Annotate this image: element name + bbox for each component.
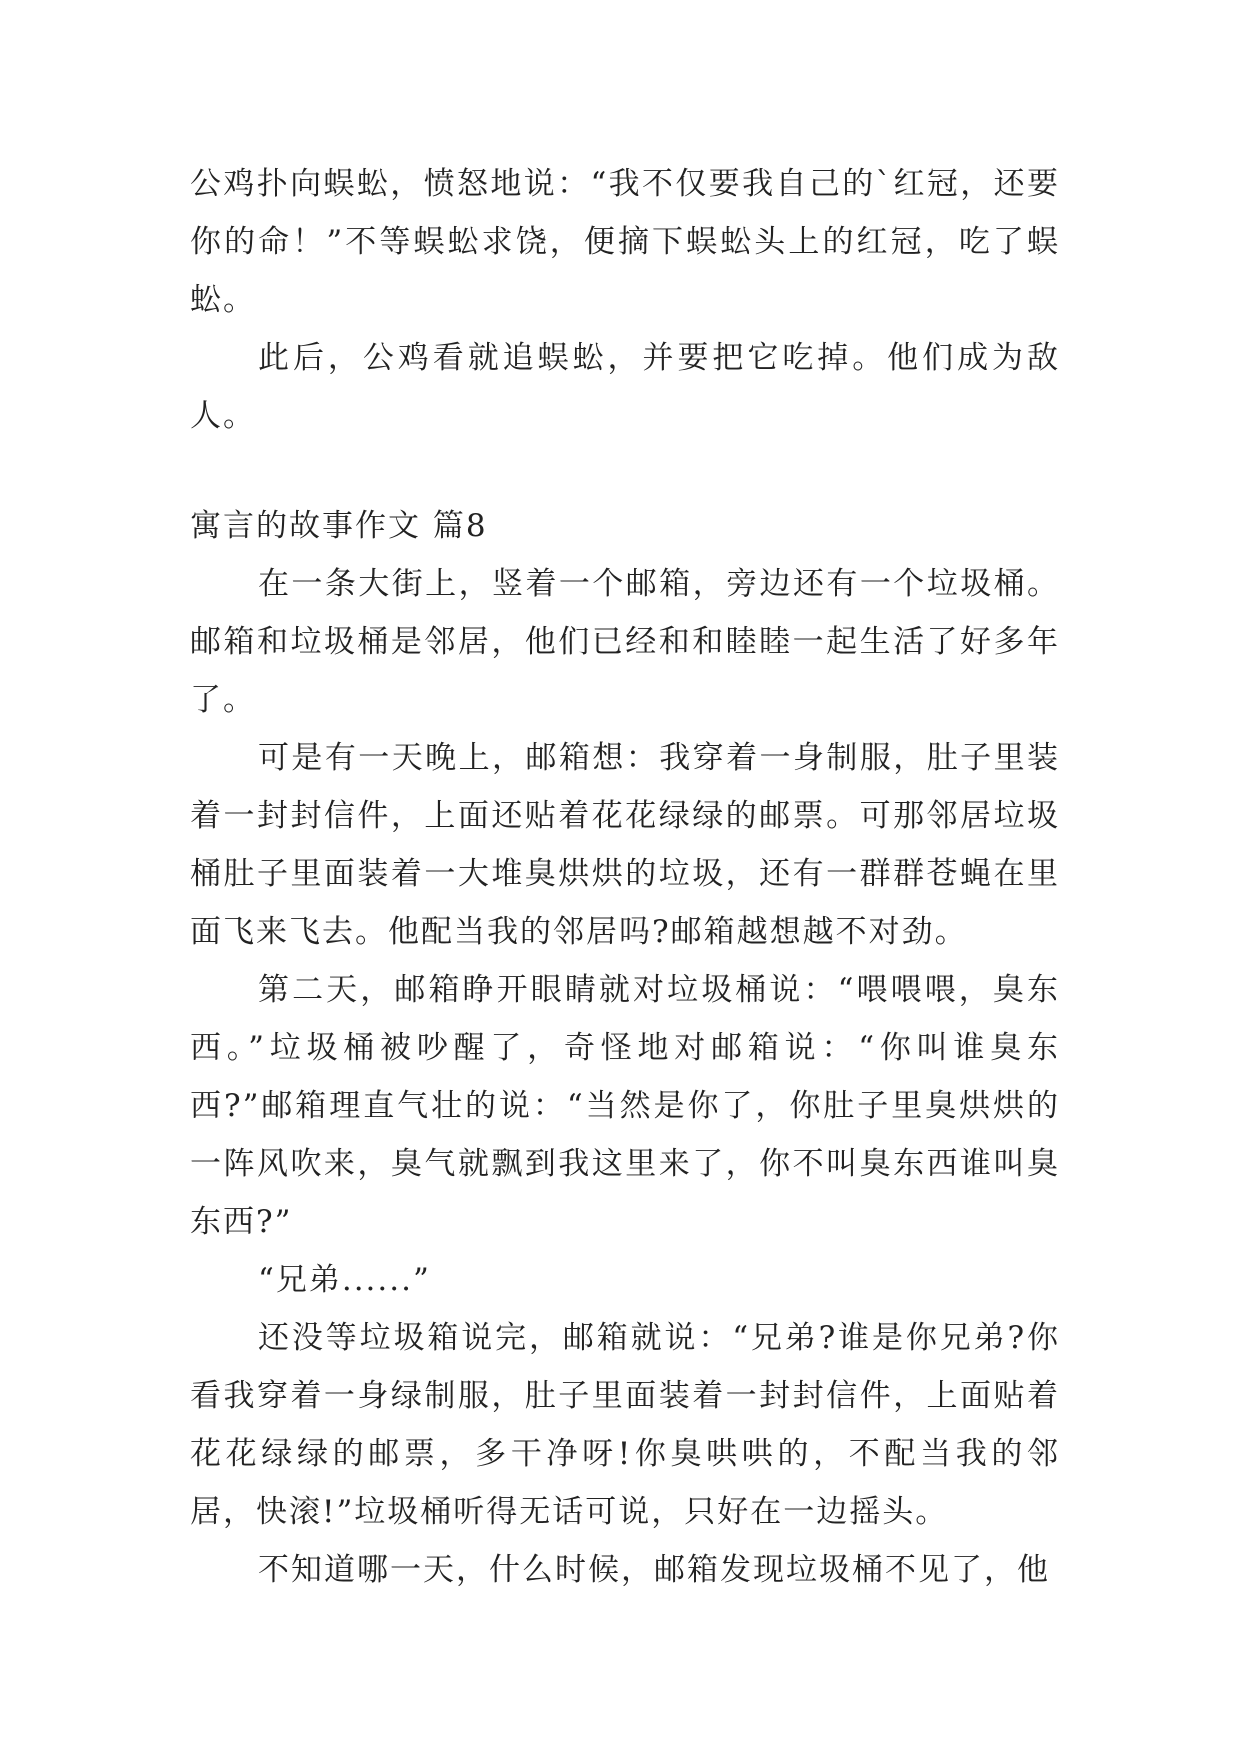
paragraph-trashcan-gone: 不知道哪一天，什么时候，邮箱发现垃圾桶不见了，他 — [258, 1552, 1050, 1588]
paragraph-rooster-enemy: 此后，公鸡看就追蜈蚣，并要把它吃掉。他们成为敌人。 — [190, 340, 1060, 434]
paragraph-mailbox-insult: 还没等垃圾箱说完，邮箱就说：“兄弟?谁是你兄弟?你看我穿着一身绿制服，肚子里面装着一封封信件，上面贴着花花绿绿的邮票，多干净呀!你臭哄哄的，不配当我的邻居，快滚!”垃圾桶听得无话可说，只好在一边摇头。 — [190, 1320, 1060, 1530]
section-heading: 寓言的故事作文 篇8 — [190, 508, 488, 544]
paragraph-mailbox-thinks: 可是有一天晚上，邮箱想：我穿着一身制服，肚子里装着一封封信件，上面还贴着花花绿绿的邮票。可那邻居垃圾桶肚子里面装着一大堆臭烘烘的垃圾，还有一群群苍蝇在里面飞来飞去。他配当我的邻居吗?邮箱越想越不对劲。 — [190, 740, 1060, 950]
paragraph-next-day: 第二天，邮箱睁开眼睛就对垃圾桶说：“喂喂喂，臭东西。”垃圾桶被吵醒了，奇怪地对邮箱说：“你叫谁臭东西?”邮箱理直气壮的说：“当然是你了，你肚子里臭烘烘的一阵风吹来，臭气就飘到我这里来了，你不叫臭东西谁叫臭东西?” — [190, 972, 1060, 1240]
paragraph-street: 在一条大街上，竖着一个邮箱，旁边还有一个垃圾桶。邮箱和垃圾桶是邻居，他们已经和和睦睦一起生活了好多年了。 — [190, 566, 1060, 718]
document-body — [190, 155, 1060, 1599]
paragraph-brother: “兄弟......” — [258, 1262, 431, 1298]
paragraph-rooster-attack: 公鸡扑向蜈蚣，愤怒地说：“我不仅要我自己的`红冠，还要你的命！”不等蜈蚣求饶，便摘下蜈蚣头上的红冠，吃了蜈蚣。 — [190, 166, 1060, 318]
